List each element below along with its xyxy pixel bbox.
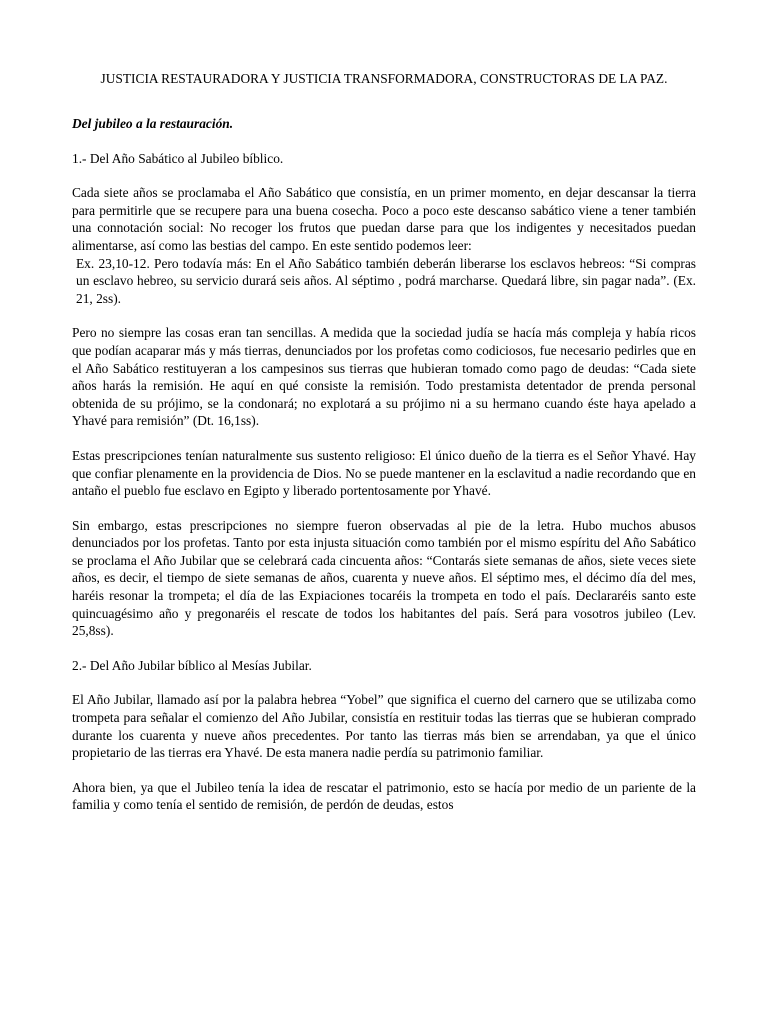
paragraph-2: Pero no siempre las cosas eran tan sencillas. A medida que la sociedad judía se hacía más compleja y había ricos que podían acaparar más y más tierras, denunciados por los profetas como codiciosos, fue necesario pedirles que en el Año Sabático restituyeran a los campesinos sus tierras que hubieran tomado como pago de deudas: “Cada siete años harás la remisión. He aquí en qué consiste la remisión. Todo prestamista detentador de prenda personal obtenida de su prójimo, se la condonará; no explotará a su prójimo ni a su hermano cuando éste haya apelado a Yhavé para remisión” (Dt. 16,1ss). [72,325,696,429]
paragraph-3: Estas prescripciones tenían naturalmente sus sustento religioso: El único dueño de la tierra es el Señor Yhavé. Hay que confiar plenamente en la providencia de Dios. No se puede mantener en la esclavitud a nadie recordando que en antaño el pueblo fue esclavo en Egipto y liberado portentosamente por Yhavé. [72,447,696,499]
heading-section-2: 2.- Del Año Jubilar bíblico al Mesías Jubilar. [72,657,312,673]
paragraph-6: Ahora bien, ya que el Jubileo tenía la idea de rescatar el patrimonio, esto se hacía por medio de un pariente de la familia y como tenía el sentido de remisión, de perdón de deudas, estos [72,779,696,813]
document-title: JUSTICIA RESTAURADORA Y JUSTICIA TRANSFORMADORA, CONSTRUCTORAS DE LA PAZ. [100,71,668,86]
paragraph-1-block [72,184,696,307]
paragraph-4: Sin embargo, estas prescripciones no siempre fueron observadas al pie de la letra. Hubo muchos abusos denunciados por los profetas. Tanto por esta injusta situación como también por el mismo espíritu del Año Sabático se proclama el Año Jubilar que se celebrará cada cincuenta años: “Contarás siete semanas de años, siete veces siete años, es decir, el tiempo de siete semanas de años, cuarenta y nueve años. El séptimo mes, el décimo día del mes, haréis resonar la trompeta; el día de las Expiaciones tocaréis la trompeta en todo el país. Declararéis santo este quincuagésimo año y pregonaréis el rescate de todos los habitantes del país. Será para vosotros jubileo (Lev. 25,8ss). [72,517,696,639]
paragraph-1-quote: Ex. 23,10-12. Pero todavía más: En el Año Sabático también deberán liberarse los esclavos hebreos: “Si compras un esclavo hebreo, su servicio durará seis años. Al séptimo , podrá marcharse. Quedará libre, sin pagar nada”. (Ex. 21, 2ss). [76,255,696,306]
paragraph-1: Cada siete años se proclamaba el Año Sabático que consistía, en un primer momento, en dejar descansar la tierra para permitirle que se recupere para una buena cosecha. Poco a poco este descanso sabático viene a tener también una connotación social: No recoger los frutos que puedan darse para que los indigentes y necesitados puedan alimentarse, así como las bestias del campo. En este sentido podemos leer: [72,185,696,253]
paragraph-5: El Año Jubilar, llamado así por la palabra hebrea “Yobel” que significa el cuerno del carnero que se utilizaba como trompeta para señalar el comienzo del Año Jubilar, consistía en restituir todas las tierras que se hubieran comprado durante los cuarenta y nueve años precedentes. Por tanto las tierras más bien se arrendaban, ya que el único propietario de las tierras era Yhavé. De esta manera nadie perdía su patrimonio familiar. [72,692,696,761]
heading-section-1: 1.- Del Año Sabático al Jubileo bíblico. [72,150,284,166]
section-title: Del jubileo a la restauración. [72,116,234,131]
document-page [72,70,696,831]
